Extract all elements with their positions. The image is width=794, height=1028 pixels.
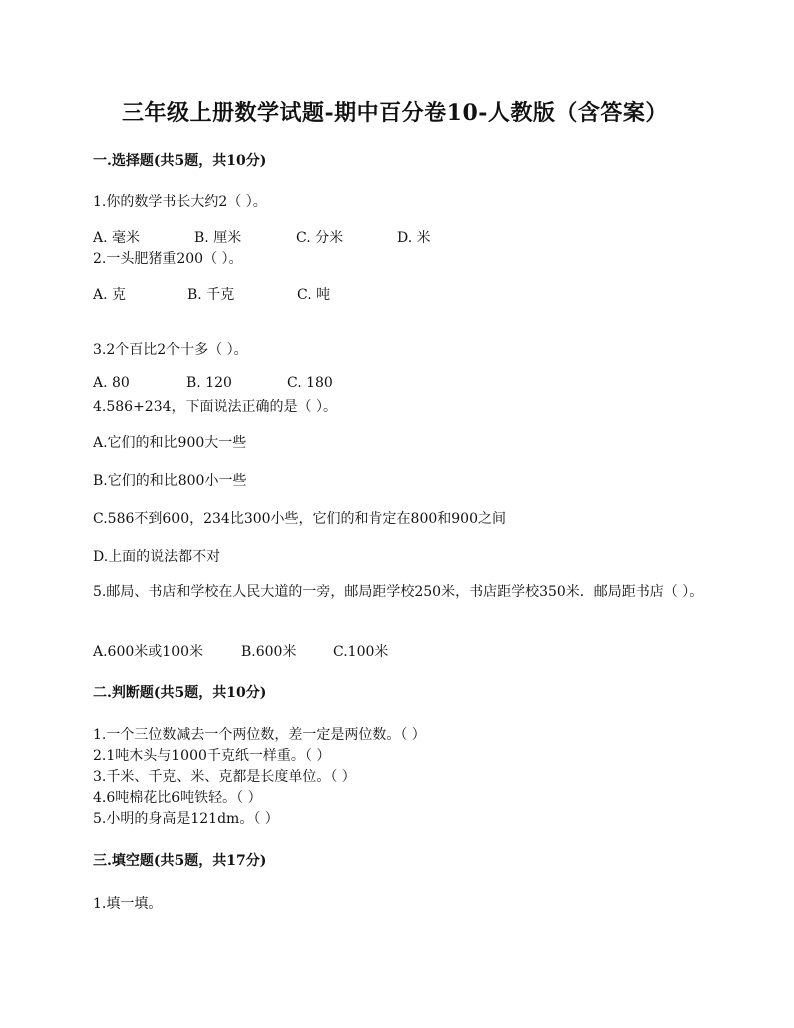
section-heading-judge: 二.判断题(共5题，共10分)	[93, 685, 267, 701]
option: B. 千克	[187, 287, 235, 303]
option: D.上面的说法都不对	[93, 549, 221, 565]
option: C. 180	[287, 375, 333, 391]
option: D. 米	[397, 230, 431, 246]
option: A.它们的和比900大一些	[93, 435, 247, 451]
question-text: 1.你的数学书长大约2（ ）。	[93, 194, 267, 210]
question-text: 2.一头肥猪重200（ ）。	[93, 251, 243, 267]
question-text: 3.千米、千克、米、克都是长度单位。（ ）	[93, 769, 356, 785]
question-text: 4.6吨棉花比6吨铁轻。（ ）	[93, 790, 262, 806]
section-heading-choice: 一.选择题(共5题，共10分)	[93, 153, 267, 169]
option: A. 克	[93, 287, 127, 303]
question-text: 5.小明的身高是121dm。（ ）	[93, 811, 279, 827]
page-title: 三年级上册数学试题-期中百分卷10-人教版（含答案）	[122, 100, 668, 126]
option: C. 分米	[296, 230, 344, 246]
option: C.100米	[333, 644, 389, 660]
option: A. 毫米	[93, 230, 141, 246]
option: B. 120	[186, 375, 232, 391]
option: A.600米或100米	[93, 644, 204, 660]
question-text: 1.一个三位数减去一个两位数，差一定是两位数。（ ）	[93, 727, 426, 743]
question-text: 5.邮局、书店和学校在人民大道的一旁，邮局距学校250米，书店距学校350米．邮局距书店（ ）。	[93, 584, 704, 600]
section-heading-fill: 三.填空题(共5题，共17分)	[93, 853, 267, 869]
option: C. 吨	[297, 287, 331, 303]
option: B. 厘米	[194, 230, 242, 246]
question-text: 2.1吨木头与1000千克纸一样重。（ ）	[93, 748, 331, 764]
question-text: 3.2个百比2个十多（ ）。	[93, 342, 248, 358]
question-text: 4.586+234，下面说法正确的是（ ）。	[93, 399, 337, 415]
option: C.586不到600，234比300小些，它们的和肯定在800和900之间	[93, 511, 506, 527]
option: A. 80	[93, 375, 130, 391]
option: B.600米	[241, 644, 297, 660]
question-text: 1.填一填。	[93, 896, 163, 912]
option: B.它们的和比800小一些	[93, 473, 247, 489]
